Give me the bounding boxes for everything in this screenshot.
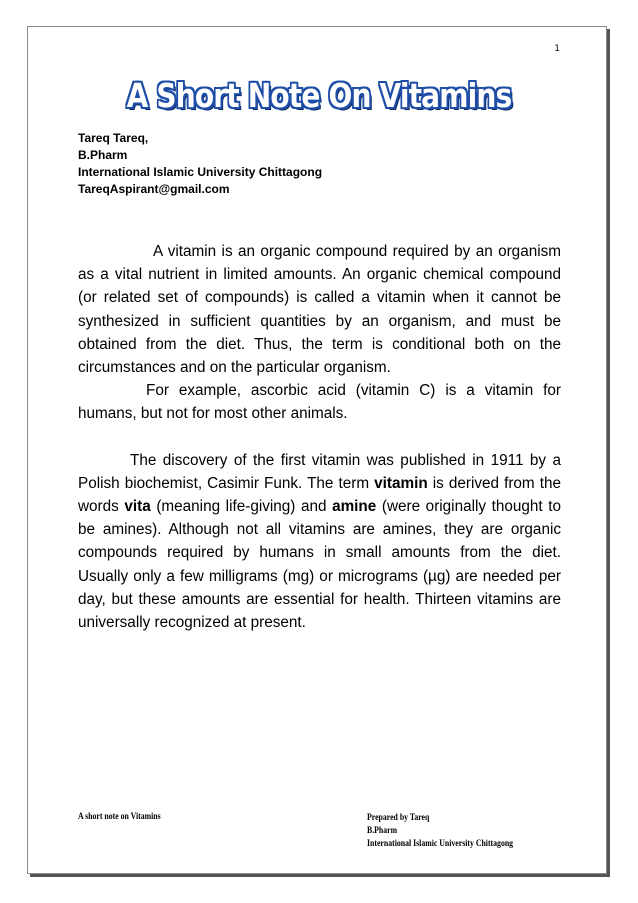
author-institution: International Islamic University Chittagong bbox=[78, 165, 323, 179]
footer-institution: International Islamic University Chittagong bbox=[367, 839, 514, 849]
discovery-text-a: The discovery of the first vitamin was published in 1911 by a Polish biochemist, Casimir Funk. The term bbox=[78, 451, 561, 492]
body-text bbox=[78, 240, 561, 634]
footer-right bbox=[367, 812, 513, 851]
paragraph-example: For example, ascorbic acid (vitamin C) is a vitamin for humans, but not for most other animals. bbox=[78, 382, 561, 423]
author-block bbox=[78, 130, 322, 198]
paragraph-definition: A vitamin is an organic compound required by an organism as a vital nutrient in limited amounts. An organic chemical compound (or related set of compounds) is called a vitamin when it cannot be synthesized in sufficient quantities by an organism, and must be obtained from the diet. Thus, the term is conditional both on the circumstances and on the particular organism. bbox=[78, 243, 561, 377]
footer-degree: B.Pharm bbox=[367, 826, 398, 836]
page-number: 1 bbox=[554, 44, 560, 54]
discovery-text-b: is derived from the words bbox=[78, 474, 561, 516]
document-title: A Short Note On Vitamins bbox=[48, 76, 590, 115]
author-name: Tareq Tareq, bbox=[78, 131, 149, 145]
discovery-text-c: (meaning life-giving) and bbox=[150, 498, 333, 516]
term-vitamin: vitamin bbox=[374, 474, 428, 492]
footer-prepared-by: Prepared by Tareq bbox=[367, 813, 430, 823]
term-vita: vita bbox=[124, 498, 151, 516]
term-amine: amine bbox=[332, 498, 377, 516]
paragraph-discovery bbox=[78, 449, 561, 635]
author-degree: B.Pharm bbox=[78, 148, 128, 162]
discovery-text-d: (were originally thought to be amines). Although not all vitamins are amines, they are organic compounds required by humans in small amounts from the diet. Usually only a few milligrams (mg) or micrograms (µg) are needed per day, but these amounts are essential for health. Thirteen vitamins are universally recognized at present. bbox=[78, 498, 561, 632]
footer-left: A short note on Vitamins bbox=[78, 812, 161, 822]
author-email: TareqAspirant@gmail.com bbox=[78, 182, 230, 196]
paragraph-gap bbox=[78, 426, 561, 449]
